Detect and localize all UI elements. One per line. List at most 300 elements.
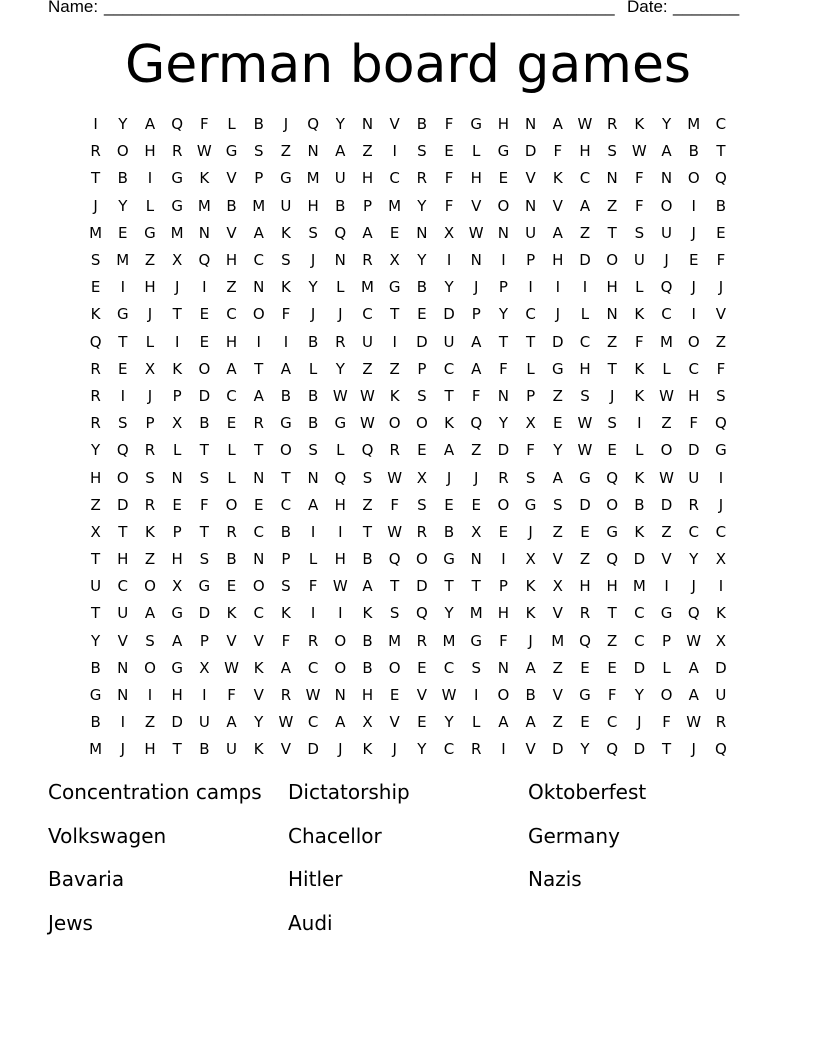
grid-letter[interactable]: N [253,550,265,569]
grid-letter[interactable]: J [664,251,669,270]
grid-letter[interactable]: C [579,169,591,188]
grid-letter[interactable]: N [497,658,510,677]
grid-letter[interactable]: Q [715,740,727,759]
grid-letter[interactable]: P [498,577,508,596]
grid-letter[interactable]: J [392,740,397,759]
grid-letter[interactable]: N [253,278,265,297]
grid-letter[interactable]: I [120,278,125,297]
grid-letter[interactable]: U [117,604,129,623]
grid-letter[interactable]: Y [417,251,427,270]
grid-letter[interactable]: A [552,468,563,487]
grid-letter[interactable]: C [715,115,727,134]
grid-letter[interactable]: N [470,550,482,569]
grid-letter[interactable]: B [335,196,346,215]
grid-letter[interactable]: T [607,359,617,378]
grid-letter[interactable]: B [280,522,292,541]
grid-letter[interactable]: S [90,251,101,270]
grid-letter[interactable]: I [582,278,588,297]
grid-letter[interactable]: O [388,658,401,677]
grid-letter[interactable]: C [307,713,319,732]
grid-letter[interactable]: Q [198,251,211,270]
grid-letter[interactable]: F [444,196,454,215]
grid-letter[interactable]: E [199,332,210,351]
grid-letter[interactable]: I [147,169,153,188]
grid-letter[interactable]: R [471,740,482,759]
grid-letter[interactable]: T [91,169,101,188]
grid-letter[interactable]: E [417,658,427,677]
grid-letter[interactable]: B [307,332,319,351]
grid-letter[interactable]: A [688,658,699,677]
grid-letter[interactable]: D [579,251,591,270]
grid-letter[interactable]: Y [634,686,644,705]
grid-letter[interactable]: D [715,658,727,677]
grid-letter[interactable]: S [553,495,563,514]
grid-letter[interactable]: A [335,713,346,732]
grid-letter[interactable]: L [336,441,345,460]
grid-letter[interactable]: C [579,332,591,351]
grid-letter[interactable]: W [631,142,647,161]
grid-letter[interactable]: H [144,142,156,161]
grid-letter[interactable]: K [226,604,237,623]
grid-letter[interactable]: G [171,658,183,677]
grid-letter[interactable]: Z [90,495,101,514]
grid-letter[interactable]: W [441,686,457,705]
grid-letter[interactable]: H [144,278,156,297]
grid-letter[interactable]: E [607,441,617,460]
grid-letter[interactable]: S [471,658,481,677]
grid-letter[interactable]: Q [606,550,619,569]
grid-letter[interactable]: I [310,604,316,623]
grid-letter[interactable]: B [199,740,210,759]
grid-letter[interactable]: L [145,196,155,215]
grid-letter[interactable]: O [687,169,700,188]
grid-letter[interactable]: Z [144,251,156,270]
grid-letter[interactable]: M [660,332,673,351]
grid-letter[interactable]: E [417,441,427,460]
grid-letter[interactable]: T [390,305,400,324]
grid-letter[interactable]: F [716,359,726,378]
grid-letter[interactable]: R [715,713,727,732]
grid-letter[interactable]: D [497,441,510,460]
grid-letter[interactable]: E [688,251,699,270]
grid-letter[interactable]: F [200,115,209,134]
grid-letter[interactable]: E [253,495,264,514]
grid-letter[interactable]: M [360,278,374,297]
grid-letter[interactable]: R [90,386,101,405]
grid-letter[interactable]: X [715,550,727,569]
grid-letter[interactable]: J [338,740,343,759]
grid-letter[interactable]: D [552,740,564,759]
grid-letter[interactable]: A [471,359,482,378]
grid-letter[interactable]: O [334,631,347,650]
grid-letter[interactable]: Z [144,550,156,569]
grid-letter[interactable]: L [172,441,182,460]
grid-letter[interactable]: D [633,740,646,759]
grid-letter[interactable]: H [497,604,510,623]
grid-letter[interactable]: S [607,414,617,433]
grid-letter[interactable]: X [443,223,455,242]
grid-letter[interactable]: I [555,278,560,297]
grid-letter[interactable]: N [524,115,537,134]
grid-letter[interactable]: I [202,686,207,705]
grid-letter[interactable]: S [417,495,427,514]
grid-letter[interactable]: Q [660,278,673,297]
grid-letter[interactable]: G [171,604,183,623]
grid-letter[interactable]: R [90,359,101,378]
grid-letter[interactable]: J [147,305,153,324]
grid-letter[interactable]: I [120,713,125,732]
grid-letter[interactable]: Q [89,332,102,351]
grid-letter[interactable]: M [442,631,456,650]
grid-letter[interactable]: L [472,142,481,161]
grid-letter[interactable]: T [444,386,454,405]
grid-letter[interactable]: W [577,414,593,433]
grid-letter[interactable]: S [118,414,128,433]
grid-letter[interactable]: A [525,658,536,677]
grid-letter[interactable]: W [278,713,294,732]
grid-letter[interactable]: S [281,577,291,596]
grid-letter[interactable]: A [226,713,237,732]
grid-letter[interactable]: W [305,686,321,705]
grid-letter[interactable]: Q [116,441,129,460]
grid-letter[interactable]: L [580,305,590,324]
grid-letter[interactable]: K [389,386,400,405]
grid-letter[interactable]: T [444,577,454,596]
grid-letter[interactable]: W [332,386,348,405]
grid-letter[interactable]: G [497,142,510,161]
grid-letter[interactable]: S [580,386,590,405]
grid-letter[interactable]: U [633,251,645,270]
grid-letter[interactable]: G [198,577,211,596]
grid-letter[interactable]: C [525,305,536,324]
grid-letter[interactable]: Z [552,522,563,541]
grid-letter[interactable]: O [497,495,510,514]
grid-letter[interactable]: J [120,740,125,759]
grid-letter[interactable]: I [338,522,343,541]
grid-letter[interactable]: I [501,740,506,759]
grid-letter[interactable]: Z [607,631,618,650]
grid-letter[interactable]: U [334,169,346,188]
grid-letter[interactable]: T [254,359,264,378]
grid-letter[interactable]: E [226,577,237,596]
grid-letter[interactable]: E [389,686,400,705]
grid-letter[interactable]: T [362,522,373,541]
grid-letter[interactable]: K [253,658,264,677]
grid-letter[interactable]: S [716,386,726,405]
grid-letter[interactable]: J [555,305,560,324]
grid-letter[interactable]: W [332,577,348,596]
grid-letter[interactable]: C [443,359,455,378]
grid-letter[interactable]: C [688,522,699,541]
grid-letter[interactable]: Y [661,115,672,134]
grid-letter[interactable]: G [171,169,183,188]
grid-letter[interactable]: Q [579,631,591,650]
grid-letter[interactable]: Y [444,713,454,732]
grid-letter[interactable]: A [253,223,264,242]
grid-letter[interactable]: K [525,604,536,623]
grid-letter[interactable]: W [360,414,375,433]
grid-letter[interactable]: U [226,740,238,759]
grid-letter[interactable]: V [552,604,563,623]
grid-letter[interactable]: J [93,196,98,215]
grid-letter[interactable]: H [552,251,564,270]
grid-letter[interactable]: V [226,631,237,650]
grid-letter[interactable]: C [688,359,699,378]
grid-letter[interactable]: O [116,468,129,487]
grid-letter[interactable]: F [281,631,291,650]
grid-letter[interactable]: U [198,713,210,732]
grid-letter[interactable]: Q [715,414,727,433]
grid-letter[interactable]: H [606,577,618,596]
grid-letter[interactable]: P [172,522,182,541]
grid-letter[interactable]: L [308,359,318,378]
grid-letter[interactable]: Z [362,495,373,514]
grid-letter[interactable]: C [253,251,264,270]
grid-letter[interactable]: G [660,604,673,623]
grid-letter[interactable]: B [634,495,645,514]
grid-letter[interactable]: H [334,495,346,514]
grid-letter[interactable]: S [281,251,291,270]
grid-letter[interactable]: A [552,223,563,242]
grid-letter[interactable]: K [715,604,726,623]
grid-letter[interactable]: K [634,305,645,324]
grid-letter[interactable]: V [280,740,292,759]
grid-letter[interactable]: K [145,522,155,541]
grid-letter[interactable]: N [253,468,265,487]
grid-letter[interactable]: H [579,142,591,161]
grid-letter[interactable]: X [362,713,373,732]
grid-letter[interactable]: I [664,577,669,596]
grid-letter[interactable]: E [607,658,617,677]
grid-letter[interactable]: W [686,631,702,650]
grid-letter[interactable]: N [334,251,346,270]
grid-letter[interactable]: T [390,577,400,596]
grid-letter[interactable]: D [198,604,211,623]
grid-letter[interactable]: K [172,359,183,378]
grid-letter[interactable]: X [199,658,210,677]
grid-letter[interactable]: D [552,332,564,351]
grid-letter[interactable]: G [443,550,455,569]
grid-letter[interactable]: F [662,713,671,732]
grid-letter[interactable]: R [335,332,346,351]
grid-letter[interactable]: P [199,631,209,650]
grid-letter[interactable]: I [392,332,397,351]
grid-letter[interactable]: W [224,658,239,677]
grid-letter[interactable]: C [253,522,264,541]
grid-letter[interactable]: R [389,441,400,460]
grid-letter[interactable]: D [117,495,129,514]
grid-letter[interactable]: Z [471,441,482,460]
grid-letter[interactable]: C [253,604,264,623]
grid-letter[interactable]: F [308,577,318,596]
grid-letter[interactable]: N [660,169,673,188]
grid-letter[interactable]: O [660,686,673,705]
grid-letter[interactable]: W [577,441,593,460]
grid-letter[interactable]: B [416,278,427,297]
grid-letter[interactable]: M [252,196,266,215]
grid-letter[interactable]: I [338,604,343,623]
grid-letter[interactable]: X [552,577,563,596]
grid-letter[interactable]: W [387,522,403,541]
grid-letter[interactable]: M [116,251,130,270]
grid-letter[interactable]: K [199,169,210,188]
grid-letter[interactable]: C [362,305,373,324]
grid-letter[interactable]: T [254,441,264,460]
grid-letter[interactable]: E [389,223,400,242]
grid-letter[interactable]: Y [553,441,563,460]
grid-letter[interactable]: C [226,386,237,405]
grid-letter[interactable]: H [579,359,591,378]
grid-letter[interactable]: F [227,686,236,705]
grid-letter[interactable]: R [498,468,509,487]
grid-letter[interactable]: E [580,658,590,677]
grid-letter[interactable]: S [607,142,617,161]
grid-letter[interactable]: X [172,251,183,270]
grid-letter[interactable]: Q [361,441,374,460]
grid-letter[interactable]: W [577,115,593,134]
grid-letter[interactable]: O [198,359,211,378]
grid-letter[interactable]: B [307,386,319,405]
grid-letter[interactable]: I [93,115,98,134]
grid-letter[interactable]: B [199,414,210,433]
grid-letter[interactable]: Q [171,115,184,134]
grid-letter[interactable]: Z [552,658,563,677]
grid-letter[interactable]: H [307,196,319,215]
grid-letter[interactable]: Z [579,223,591,242]
grid-letter[interactable]: V [253,631,264,650]
grid-letter[interactable]: K [280,223,291,242]
grid-letter[interactable]: G [715,441,727,460]
grid-letter[interactable]: Y [498,414,508,433]
grid-letter[interactable]: I [718,577,724,596]
grid-letter[interactable]: E [172,495,182,514]
grid-letter[interactable]: Z [715,332,727,351]
grid-letter[interactable]: B [688,142,699,161]
grid-letter[interactable]: I [691,305,696,324]
grid-letter[interactable]: L [526,359,535,378]
grid-letter[interactable]: F [390,495,399,514]
grid-letter[interactable]: K [634,468,645,487]
grid-letter[interactable]: M [89,223,103,242]
grid-letter[interactable]: B [90,713,101,732]
grid-letter[interactable]: V [661,550,672,569]
grid-letter[interactable]: L [227,468,236,487]
grid-letter[interactable]: T [172,305,182,324]
grid-letter[interactable]: Z [552,386,563,405]
grid-letter[interactable]: C [715,522,727,541]
grid-letter[interactable]: K [362,740,373,759]
grid-letter[interactable]: H [361,686,374,705]
grid-letter[interactable]: L [662,359,671,378]
grid-letter[interactable]: X [525,414,536,433]
grid-letter[interactable]: T [199,441,209,460]
grid-letter[interactable]: X [172,414,183,433]
grid-letter[interactable]: I [392,142,397,161]
grid-letter[interactable]: G [551,359,564,378]
grid-letter[interactable]: W [387,468,403,487]
grid-letter[interactable]: A [335,142,346,161]
grid-letter[interactable]: I [283,332,289,351]
grid-letter[interactable]: V [471,196,482,215]
grid-letter[interactable]: U [280,196,292,215]
date-blank[interactable]: _______ [673,0,740,16]
grid-letter[interactable]: N [416,223,428,242]
grid-letter[interactable]: A [280,359,292,378]
grid-letter[interactable]: J [718,495,724,514]
grid-letter[interactable]: N [307,142,319,161]
grid-letter[interactable]: J [691,740,696,759]
grid-letter[interactable]: P [145,414,155,433]
grid-letter[interactable]: O [144,577,156,596]
grid-letter[interactable]: S [389,604,400,623]
grid-letter[interactable]: E [716,223,726,242]
grid-letter[interactable]: T [91,604,101,623]
grid-letter[interactable]: E [226,414,237,433]
grid-letter[interactable]: D [660,495,673,514]
grid-letter[interactable]: H [688,386,700,405]
grid-letter[interactable]: R [688,495,699,514]
grid-letter[interactable]: V [389,713,400,732]
grid-letter[interactable]: J [310,305,316,324]
grid-letter[interactable]: B [416,115,427,134]
grid-letter[interactable]: Z [280,142,292,161]
grid-letter[interactable]: I [718,468,724,487]
grid-letter[interactable]: W [360,386,375,405]
grid-letter[interactable]: C [226,305,237,324]
grid-letter[interactable]: A [144,604,156,623]
grid-letter[interactable]: E [118,359,128,378]
grid-letter[interactable]: A [525,713,536,732]
grid-letter[interactable]: Z [661,414,672,433]
grid-letter[interactable]: I [474,686,479,705]
grid-letter[interactable]: S [308,223,318,242]
grid-letter[interactable]: U [525,223,537,242]
grid-letter[interactable]: P [417,359,427,378]
grid-letter[interactable]: I [310,522,316,541]
grid-letter[interactable]: J [609,386,615,405]
grid-letter[interactable]: W [468,223,484,242]
grid-letter[interactable]: T [91,550,101,569]
grid-letter[interactable]: V [226,169,237,188]
grid-letter[interactable]: D [171,713,183,732]
grid-letter[interactable]: Q [470,414,483,433]
grid-letter[interactable]: R [280,686,292,705]
grid-letter[interactable]: H [225,251,238,270]
grid-letter[interactable]: G [579,468,591,487]
grid-letter[interactable]: R [90,414,101,433]
grid-letter[interactable]: R [144,495,156,514]
grid-letter[interactable]: Y [417,196,427,215]
grid-letter[interactable]: Q [415,604,428,623]
grid-letter[interactable]: H [579,577,591,596]
grid-letter[interactable]: C [117,577,129,596]
grid-letter[interactable]: A [688,686,699,705]
grid-letter[interactable]: P [254,169,264,188]
grid-letter[interactable]: E [471,495,481,514]
grid-letter[interactable]: Y [498,305,508,324]
grid-letter[interactable]: T [118,332,128,351]
grid-letter[interactable]: S [362,468,373,487]
grid-letter[interactable]: P [281,550,291,569]
grid-letter[interactable]: M [632,577,646,596]
grid-letter[interactable]: R [362,251,373,270]
grid-letter[interactable]: F [444,169,454,188]
grid-letter[interactable]: B [443,522,455,541]
grid-letter[interactable]: A [307,495,319,514]
grid-letter[interactable]: O [388,414,401,433]
grid-letter[interactable]: M [551,631,565,650]
grid-letter[interactable]: H [171,686,183,705]
